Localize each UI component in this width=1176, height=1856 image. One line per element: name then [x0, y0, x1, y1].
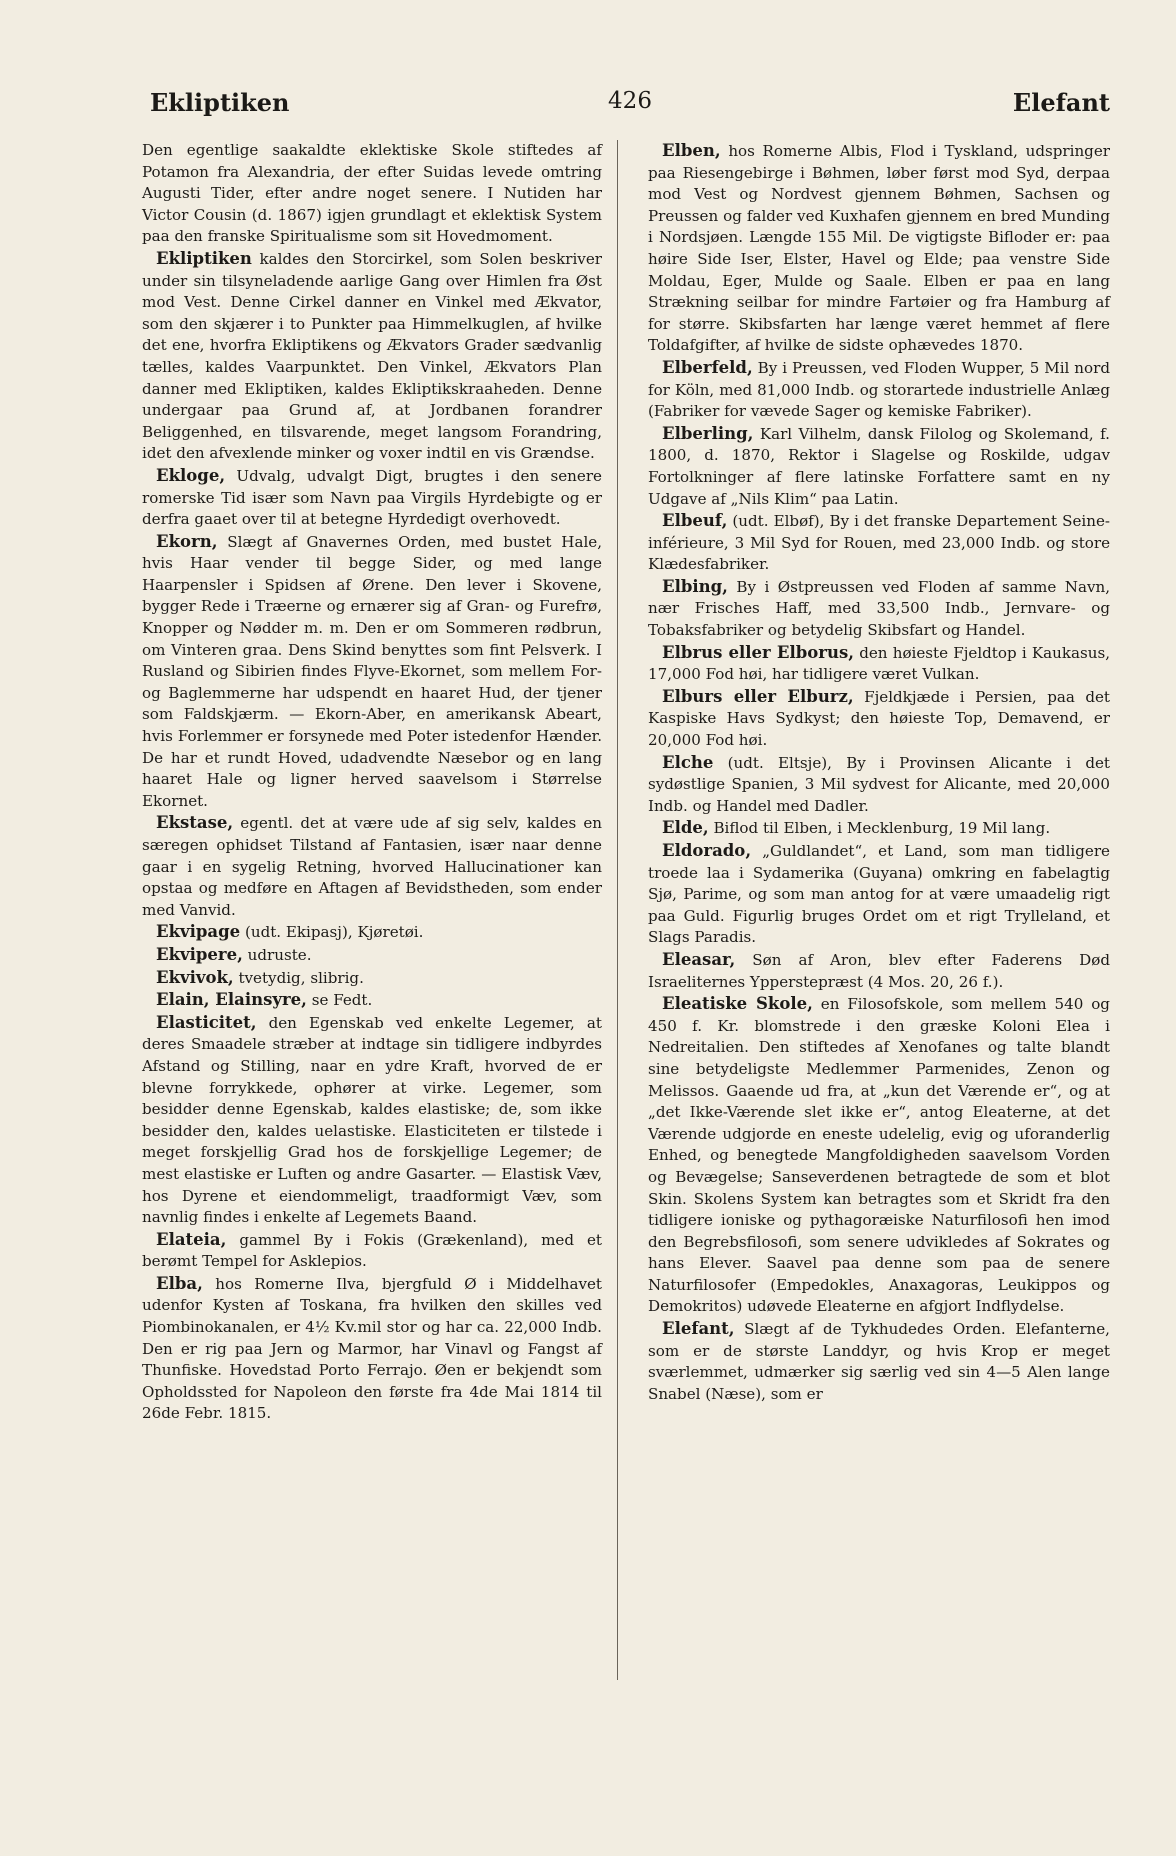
dictionary-entry — [648, 686, 1110, 752]
entry-headword: Elberling, — [662, 423, 754, 443]
entry-text: „Guldlandet“, et Land, som man tidligere troede laa i Sydamerika (Guyana) omkring en fabelagtig Sjø, Parime, og som man antog for at være umaadelig rigt paa Guld. Figurlig bruges Ordet om et rigt Trylleland, et Slags Paradis. — [648, 842, 1110, 947]
dictionary-entry — [648, 949, 1110, 993]
entry-headword: Ekliptiken — [156, 248, 252, 268]
entry-headword: Ekloge, — [156, 465, 226, 485]
dictionary-entry — [142, 248, 602, 465]
entry-text: en Filosofskole, som mellem 540 og 450 f. Kr. blomstrede i den græske Koloni Elea i Nedreitalien. Den stiftedes af Xenofanes og talte blandt sine betydeligste Medlemmer Parmenides, Zenon og Melissos. Gaaende ud fra, at „kun det Værende er“, og at „det Ikke-Værende slet ikke er“, antog Eleaterne, at det Værende udgjorde en eneste udelelig, evig og uforanderlig Enhed, og benegtede Mangfoldigheden saavelsom Vorden og Bevægelse; Sanseverdenen betragtede de som et blot Skin. Skolens System kan betragtes som et Skridt fra den tidligere ioniske og pythagoræiske Naturfilosofi hen imod den Begrebsfilosofi, som senere udvikledes af Sokrates og hans Elever. Saavel paa denne som paa de senere Naturfilosofer (Empedokles, Anaxagoras, Leukippos og Demokritos) udøvede Eleaterne en afgjort Indflydelse. — [648, 995, 1110, 1316]
entry-text: (udt. Eltsje), By i Provinsen Alicante i det sydøstlige Spanien, 3 Mil sydvest for Alicante, med 20,000 Indb. og Handel med Dadler. — [648, 753, 1110, 815]
entry-text: udruste. — [247, 945, 312, 964]
page-number: 426 — [608, 88, 652, 114]
entry-headword: Eleasar, — [662, 949, 736, 969]
entry-headword: Elburs eller Elburz, — [662, 686, 854, 706]
dictionary-entry — [648, 510, 1110, 576]
right-column — [648, 140, 1110, 1405]
entry-headword: Elche — [662, 752, 714, 772]
dictionary-entry — [142, 967, 602, 990]
entry-text: Biflod til Elben, i Mecklenburg, 19 Mil lang. — [713, 819, 1051, 838]
entry-headword: Elba, — [156, 1273, 203, 1293]
dictionary-entry — [648, 140, 1110, 357]
entry-text: By i Preussen, ved Floden Wupper, 5 Mil nord for Köln, med 81,000 Indb. og storartede industrielle Anlæg (Fabriker for vævede Sager og kemiske Fabriker). — [648, 358, 1110, 421]
entry-headword: Elasticitet, — [156, 1012, 257, 1032]
entry-text: (udt. Elbøf), By i det franske Departement Seine-inférieure, 3 Mil Syd for Rouen, med 23,000 Indb. og store Klædesfabriker. — [648, 512, 1110, 574]
entry-headword: Ekvipere, — [156, 944, 243, 964]
entry-headword: Elben, — [662, 141, 721, 160]
dictionary-entry — [142, 531, 602, 813]
dictionary-entry — [648, 752, 1110, 818]
dictionary-entry — [142, 1229, 602, 1273]
dictionary-entry — [142, 921, 602, 944]
page-header — [150, 88, 1110, 122]
dictionary-entry — [142, 140, 602, 248]
entry-text: Fjeldkjæde i Persien, paa det Kaspiske Havs Sydkyst; den høieste Top, Demavend, er 20,000 Fod høi. — [648, 687, 1110, 750]
running-head-right: Elefant — [1012, 88, 1110, 117]
entry-headword: Elde, — [662, 818, 709, 838]
entry-text: hos Romerne Albis, Flod i Tyskland, udspringer paa Riesengebirge i Bøhmen, løber først mod Syd, derpaa mod Vest og Nordvest gjennem Bøhmen, Sachsen og Preussen og falder ved Kuxhafen gjennem en bred Munding i Nordsjøen. Længde 155 Mil. De vigtigste Bifloder er: paa høire Side Iser, Elster, Havel og Elde; paa venstre Side Moldau, Eger, Mulde og Saale. Elben er paa en lang Strækning seilbar for mindre Fartøier og fra Hamburg af for større. Skibsfarten har længe været hemmet af flere Toldafgifter, af hvilke de sidste ophævedes 1870. — [648, 142, 1110, 355]
entry-text: kaldes den Storcirkel, som Solen beskriver under sin tilsyneladende aarlige Gang over Himlen fra Øst mod Vest. Denne Cirkel danner en Vinkel med Ækvator, som den skjærer i to Punkter paa Himmelkuglen, af hvilke det ene, hvorfra Ekliptikens og Ækvators Grader sædvanlig tælles, kaldes Vaarpunktet. Den Vinkel, Ækvators Plan danner med Ekliptiken, kaldes Ekliptikskraaheden. Denne undergaar paa Grund af, at Jordbanen forandrer Beliggenhed, en tilsvarende, meget langsom Forandring, idet den afvexlende minker og voxer indtil en vis Grændse. — [142, 249, 602, 463]
entry-text: Slægt af Gnavernes Orden, med bustet Hale, hvis Haar vender til begge Sider, og med lange Haarpensler i Spidsen af Ørene. Den lever i Skovene, bygger Rede i Træerne og ernærer sig af Gran- og Furefrø, Knopper og Nødder m. m. Den er om Sommeren rødbrun, om Vinteren graa. Dens Skind benyttes som fint Pelsverk. I Rusland og Sibirien findes Flyve-Ekornet, som mellem For- og Baglemmerne har udspendt en haaret Hud, der tjener som Faldskjærm. — Ekorn-Aber, en amerikansk Abeart, hvis Forlemmer er forsynede med Poter istedenfor Hænder. De har et rundt Hoved, udadvendte Næsebor og en lang haaret Hale og ligner herved saavelsom i Størrelse Ekornet. — [142, 532, 602, 810]
dictionary-entry — [648, 1318, 1110, 1405]
entry-text: Slægt af de Tykhudedes Orden. Elefanterne, som er de største Landdyr, og hvis Krop er meget sværlemmet, udmærker sig særlig ved sin 4—5 Alen lange Snabel (Næse), som er — [648, 1320, 1110, 1403]
entry-headword: Elefant, — [662, 1319, 735, 1339]
dictionary-entry — [648, 423, 1110, 510]
dictionary-entry — [648, 357, 1110, 423]
entry-headword: Elbrus eller Elborus, — [662, 642, 854, 662]
entry-text: gammel By i Fokis (Grækenland), med et berømt Tempel for Asklepios. — [142, 1230, 602, 1271]
dictionary-entry — [142, 944, 602, 967]
entry-text: (udt. Ekipasj), Kjøretøi. — [244, 923, 424, 942]
entry-text: se Fedt. — [311, 991, 373, 1010]
entry-text: tvetydig, slibrig. — [238, 968, 364, 987]
entry-headword: Eldorado, — [662, 841, 752, 860]
dictionary-entry — [142, 465, 602, 531]
running-head-left: Ekliptiken — [150, 88, 290, 117]
entry-text: Den egentlige saakaldte eklektiske Skole stiftedes af Potamon fra Alexandria, der efter Suidas levede omtring Augusti Tider, efter andre noget senere. I Nutiden har Victor Cousin (d. 1867) igjen grundlagt et eklektisk System paa den franske Spiritualisme som sit Hovedmoment. — [142, 141, 602, 246]
dictionary-entry — [648, 576, 1110, 642]
dictionary-entry — [648, 817, 1110, 840]
entry-headword: Elberfeld, — [662, 357, 753, 377]
entry-text: Søn af Aron, blev efter Faderens Død Israeliternes Ypperstepræst (4 Mos. 20, 26 f.). — [648, 950, 1110, 991]
entry-text: den høieste Fjeldtop i Kaukasus, 17,000 Fod høi, har tidligere været Vulkan. — [648, 643, 1110, 684]
dictionary-entry — [142, 1273, 602, 1425]
entry-headword: Elain, Elainsyre, — [156, 990, 307, 1010]
dictionary-entry — [648, 642, 1110, 686]
entry-headword: Elateia, — [156, 1229, 227, 1249]
dictionary-entry — [142, 812, 602, 921]
dictionary-entry — [142, 989, 602, 1012]
entry-text: egentl. det at være ude af sig selv, kaldes en særegen ophidset Tilstand af Fantasien, især naar denne gaar i en sygelig Retning, hvorved Hallucinationer kan opstaa og medføre en Aftagen af Bevidstheden, som ender med Vanvid. — [142, 814, 602, 919]
column-divider — [617, 140, 618, 1680]
entry-headword: Elbeuf, — [662, 511, 728, 531]
entry-text: By i Østpreussen ved Floden af samme Navn, nær Frisches Haff, med 33,500 Indb., Jernvare- og Tobaksfabriker og betydelig Skibsfart og Handel. — [648, 577, 1110, 640]
entry-text: Karl Vilhelm, dansk Filolog og Skolemand, f. 1800, d. 1870, Rektor i Slagelse og Roskilde, udgav Fortolkninger af flere latinske Forfattere samt en ny Udgave af „Nils Klim“ paa Latin. — [648, 424, 1110, 508]
entry-text: den Egenskab ved enkelte Legemer, at deres Smaadele stræber at indtage sin tidligere indbyrdes Afstand og Stilling, naar en ydre Kraft, hvorved de er blevne forrykkede, ophører at virke. Legemer, som besidder denne Egenskab, kaldes elastiske; de, som ikke besidder den, kaldes uelastiske. Elasticiteten er tilstede i meget forskjellig Grad hos de forskjellige Legemer; de mest elastiske er Luften og andre Gasarter. — Elastisk Væv, hos Dyrene et eiendommeligt, traadformigt Væv, som navnlig findes i enkelte af Legemets Baand. — [142, 1013, 602, 1227]
dictionary-entry — [142, 1012, 602, 1229]
entry-headword: Ekvipage — [156, 922, 241, 942]
entry-headword: Elbing, — [662, 576, 728, 596]
entry-headword: Ekstase, — [156, 813, 234, 833]
entry-headword: Eleatiske Skole, — [662, 994, 813, 1014]
entry-text: hos Romerne Ilva, bjergfuld Ø i Middelhavet udenfor Kysten af Toskana, fra hvilken den skilles ved Piombinokanalen, er 4½ Kv.mil stor og har ca. 22,000 Indb. Den er rig paa Jern og Marmor, har Vinavl og Fangst af Thunfiske. Hovedstad Porto Ferrajo. Øen er bekjendt som Opholdssted for Napoleon den første fra 4de Mai 1814 til 26de Febr. 1815. — [142, 1274, 602, 1423]
dictionary-entry — [648, 840, 1110, 949]
entry-headword: Ekvivok, — [156, 967, 234, 987]
entry-text: Udvalg, udvalgt Digt, brugtes i den senere romerske Tid især som Navn paa Virgils Hyrdebigte og er derfra gaaet over til at betegne Hyrdedigt overhovedt. — [142, 466, 602, 529]
entry-headword: Ekorn, — [156, 531, 218, 551]
dictionary-entry — [648, 993, 1110, 1318]
left-column — [142, 140, 602, 1425]
